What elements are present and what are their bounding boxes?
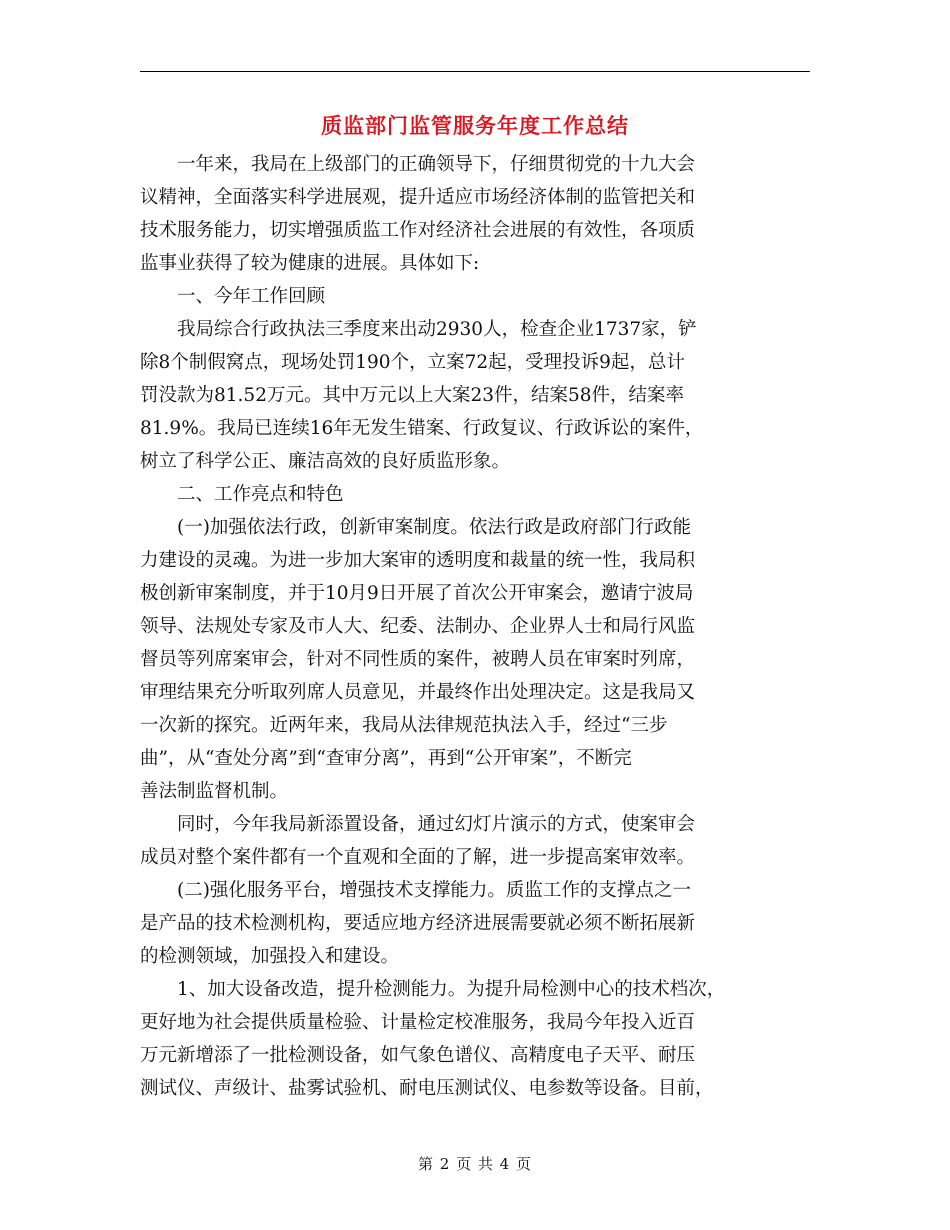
- text-line: 技术服务能力，切实增强质监工作对经济社会进展的有效性，各项质: [140, 220, 696, 241]
- text-line: 督员等列席案审会，针对不同性质的案件，被聘人员在审案时列席，: [140, 649, 696, 670]
- text-line: 除8个制假窝点，现场处罚190个，立案72起，受理投诉9起，总计: [140, 352, 685, 373]
- text-line: 是产品的技术检测机构，要适应地方经济进展需要就必须不断拓展新: [140, 913, 696, 934]
- text-line: 力建设的灵魂。为进一步加大案审的透明度和裁量的统一性，我局积: [140, 550, 696, 571]
- text-line: 曲”，从“查处分离”到“查审分离”，再到“公开审案”，不断完: [140, 748, 632, 769]
- page-footer: 第 2 页 共 4 页: [418, 1155, 532, 1173]
- text-line: 善法制监督机制。: [140, 781, 289, 802]
- text-line: 一年来，我局在上级部门的正确领导下，仔细贯彻党的十九大会: [140, 154, 696, 175]
- text-line: 罚没款为81.52万元。其中万元以上大案23件，结案58件，结案率: [140, 385, 685, 406]
- text-line: 审理结果充分听取列席人员意见，并最终作出处理决定。这是我局又: [140, 682, 696, 703]
- text-line: 我局综合行政执法三季度来出动2930人，检查企业1737家，铲: [140, 319, 697, 340]
- text-line: 一、今年工作回顾: [140, 286, 326, 307]
- text-line: 树立了科学公正、廉洁高效的良好质监形象。: [140, 451, 511, 472]
- text-line: 一次新的探究。近两年来，我局从法律规范执法入手，经过“三步: [140, 715, 668, 736]
- text-line: 更好地为社会提供质量检验、计量检定校准服务，我局今年投入近百: [140, 1012, 696, 1033]
- document-body: [140, 148, 812, 1105]
- text-line: (二)强化服务平台，增强技术支撑能力。质监工作的支撑点之一: [140, 880, 691, 901]
- text-line: 测试仪、声级计、盐雾试验机、耐电压测试仪、电参数等设备。目前，: [140, 1078, 714, 1099]
- document-title: 质监部门监管服务年度工作总结: [321, 114, 629, 138]
- text-line: 二、工作亮点和特色: [140, 484, 344, 505]
- text-line: 成员对整个案件都有一个直观和全面的了解，进一步提高案审效率。: [140, 847, 696, 868]
- text-line: 监事业获得了较为健康的进展。具体如下:: [140, 253, 480, 274]
- text-line: 的检测领域，加强投入和建设。: [140, 946, 400, 967]
- text-line: 81.9%。我局已连续16年无发生错案、行政复议、行政诉讼的案件，: [140, 418, 704, 439]
- text-line: 领导、法规处专家及市人大、纪委、法制办、企业界人士和局行风监: [140, 616, 696, 637]
- text-line: 议精神，全面落实科学进展观，提升适应市场经济体制的监管把关和: [140, 187, 696, 208]
- text-line: 同时，今年我局新添置设备，通过幻灯片演示的方式，使案审会: [140, 814, 696, 835]
- text-line: 极创新审案制度，并于10月9日开展了首次公开审案会，邀请宁波局: [140, 583, 694, 604]
- text-line: 万元新增添了一批检测设备，如气象色谱仪、高精度电子天平、耐压: [140, 1045, 696, 1066]
- header-rule: [140, 71, 810, 72]
- text-line: 1、加大设备改造，提升检测能力。为提升局检测中心的技术档次，: [140, 979, 726, 1000]
- text-line: (一)加强依法行政，创新审案制度。依法行政是政府部门行政能: [140, 517, 691, 538]
